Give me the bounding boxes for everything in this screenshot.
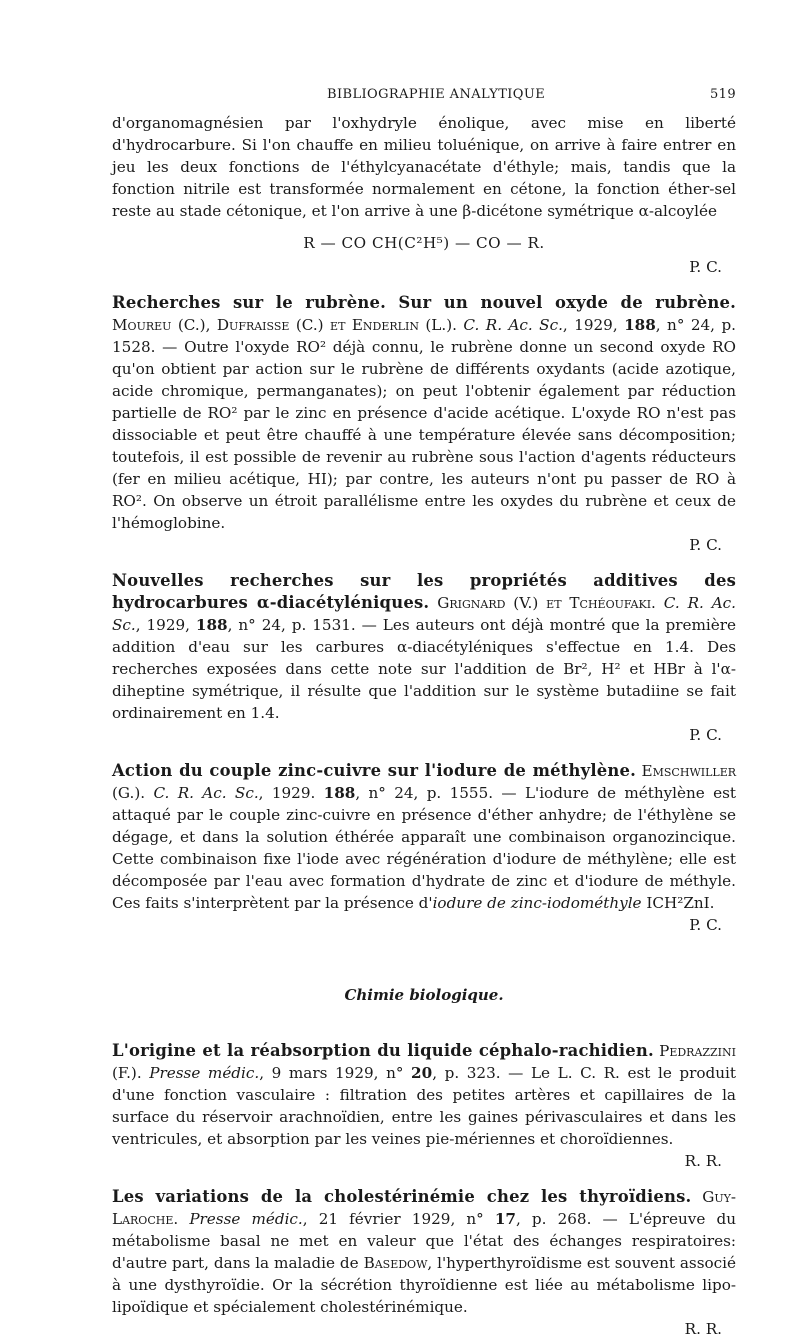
article-volume: 188	[624, 316, 656, 334]
article-issue: , n° 24, p. 1555. —	[355, 784, 525, 802]
article-year: , 1929,	[135, 616, 196, 634]
article-issue: , n° 24, p. 1531. —	[227, 616, 383, 634]
article-journal: C. R. Ac. Sc.	[463, 316, 563, 334]
article-body-pre: L'épreuve du métabolisme basal ne met en valeur que l'état des échanges respiratoires: d'autre part, dans la maladie de	[112, 1210, 736, 1272]
article-journal: Presse médic.	[149, 1064, 260, 1082]
article-title: Action du couple zinc-cuivre sur l'iodure de méthylène.	[112, 761, 637, 780]
article-signature: R. R.	[684, 1152, 722, 1170]
article-issue: , n° 24, p. 1528. —	[112, 316, 736, 356]
intro-signature: P. C.	[689, 258, 722, 276]
article-body: , l'hyperthyroïdisme est souvent associé à une dysthyroïdie. Or la sécrétion thyroïdienne est liée au métabolisme lipo-lipoïdique et spécialement cholestérinémique.	[112, 1254, 736, 1316]
article-year: , 1929.	[258, 784, 324, 802]
page-number: 519	[709, 87, 736, 102]
article-authors: Moureu (C.), Dufraisse (C.) et Enderlin (L.).	[112, 316, 457, 334]
article-journal: Presse médic.	[189, 1210, 303, 1228]
article-body-smallcaps: Basedow	[363, 1254, 428, 1272]
article-authors: Grignard (V.) et Tchéoufaki.	[437, 594, 656, 612]
section-heading: Chimie biologique.	[344, 986, 504, 1004]
article-cholesterinemie	[112, 1186, 736, 1340]
article-body: Le L. C. R. est le produit d'une fonction vasculaire : filtration des petites artères et capillaires de la surface du réservoir arachnoïdien, entre les gaines périvasculaires et dans les ventricules, et absorption par les veines pie-mériennes et choroïdiennes.	[112, 1064, 736, 1148]
article-title: Les variations de la cholestérinémie chez les thyroïdiens.	[112, 1187, 692, 1206]
article-body-italic: iodure de zinc-iodométhyle	[432, 894, 642, 912]
article-signature: P. C.	[689, 916, 722, 934]
article-volume: 188	[195, 616, 228, 634]
article-year: , 1929,	[562, 316, 625, 334]
article-year: , 21 février 1929, n°	[302, 1210, 495, 1228]
article-title: Nouvelles recherches sur les propriétés additives des hydrocarbures α-diacétyléniques.	[112, 571, 736, 612]
article-signature: P. C.	[689, 536, 722, 554]
intro-paragraph	[112, 112, 736, 278]
article-authors: Pedrazzini (F.).	[112, 1042, 736, 1082]
article-signature: P. C.	[689, 726, 722, 744]
article-signature: R. R.	[684, 1320, 722, 1338]
article-title: L'origine et la réabsorption du liquide céphalo-rachidien.	[112, 1041, 654, 1060]
article-diacetyleniques	[112, 570, 736, 746]
article-volume: 188	[323, 784, 356, 802]
article-liquide-cephalo	[112, 1040, 736, 1172]
article-title: Recherches sur le rubrène. Sur un nouvel oxyde de rubrène.	[112, 293, 736, 312]
article-authors: Emschwiller (G.).	[112, 762, 737, 802]
formula: R — CO CH(C²H⁵) — CO — R.	[303, 234, 545, 252]
running-head-title: BIBLIOGRAPHIE ANALYTIQUE	[327, 87, 546, 102]
article-body: Les auteurs ont déjà montré que la première addition d'eau sur les carbures α-diacétyléniques s'effectue en 1.4. Des recherches exposées dans cette note sur l'addition de Br², H² et HBr à l'α-diheptine symétrique, il résulte que l'addition sur le système butadiine se fait ordinairement en 1.4.	[112, 616, 736, 722]
article-journal: C. R. Ac. Sc.	[112, 594, 737, 634]
article-journal: C. R. Ac. Sc.	[153, 784, 259, 802]
article-issue: , p. 268. —	[516, 1210, 629, 1228]
article-body: L'iodure de méthylène est attaqué par le couple zinc-cuivre en présence d'éther anhydre; de l'éthylène se dégage, et dans la solution éthérée apparaît une combinaison organozincique. Cette combinaison fixe l'iode avec régénération d'iodure de méthylène; elle est décomposée par l'eau avec formation d'hydrate de zinc et d'iodure de méthyle. Ces faits s'interprètent par la présence d'	[112, 784, 737, 912]
intro-text: d'organomagnésien par l'oxhydryle énolique, avec mise en liberté d'hydrocarbure. Si l'on chauffe en milieu toluénique, on arrive à faire entrer en jeu les deux fonctions de l'éthylcyanacétate d'éthyle; mais, tandis que la fonction nitrile est transformée normalement en cétone, la fonction éther-sel reste au stade cétonique, et l'on arrive à une β-dicétone symétrique α-alcoylée	[112, 114, 736, 220]
running-head	[112, 84, 736, 108]
article-body: Outre l'oxyde RO² déjà connu, le rubrène donne un second oxyde RO qu'on obtient par action sur le rubrène de différents oxydants (acide azotique, acide chromique, permanganates); on peut l'obtenir également par réduction partielle de RO² par le zinc en présence d'acide acétique. L'oxyde RO n'est pas dissociable et peut être chauffé à une température élevée sans décomposition; toutefois, il est possible de revenir au rubrène sous l'action d'agents réducteurs (fer en milieu acétique, HI); par contre, les auteurs n'ont pu passer de RO à RO². On observe un étroit parallélisme entre les oxydes du rubrène et ceux de l'hémoglobine.	[112, 338, 736, 532]
article-volume: 17	[494, 1210, 516, 1228]
article-volume: 20	[411, 1064, 433, 1082]
article-zinc-cuivre	[112, 760, 736, 936]
article-authors: Guy-Laroche.	[112, 1188, 736, 1228]
article-rubrene	[112, 292, 736, 556]
article-issue: , p. 323. —	[432, 1064, 531, 1082]
article-year: , 9 mars 1929, n°	[259, 1064, 412, 1082]
article-body-end: ICH²ZnI.	[641, 894, 715, 912]
